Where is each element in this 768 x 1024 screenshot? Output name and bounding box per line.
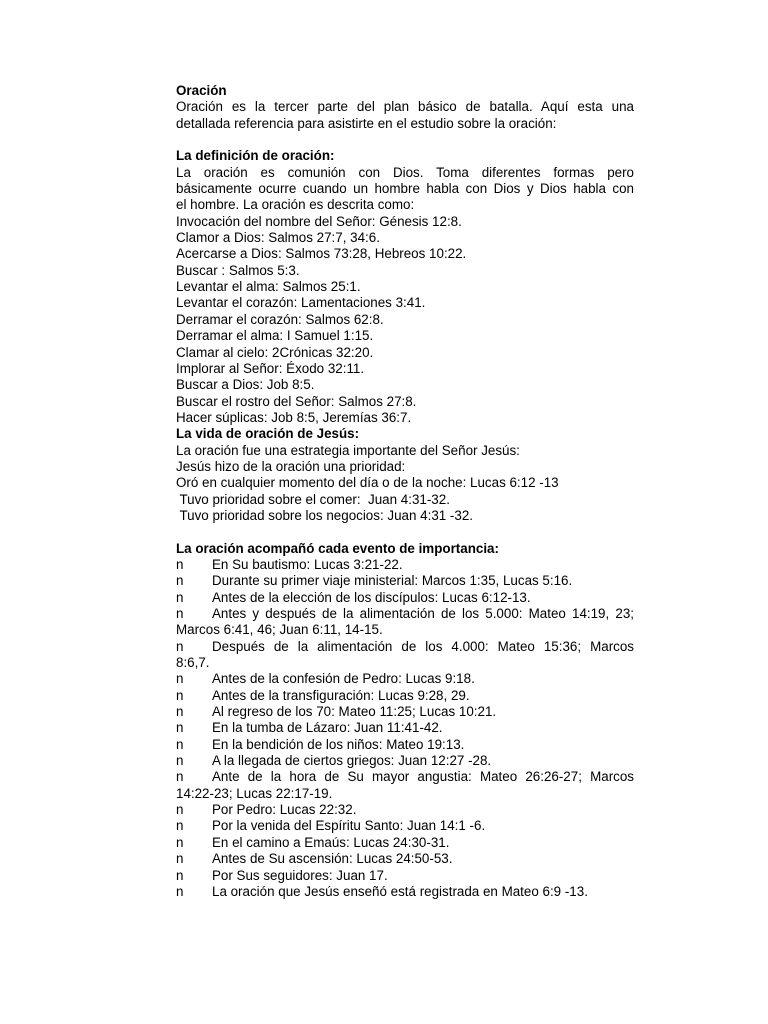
event-item	[176, 851, 634, 867]
event-item-continuation: 8:6,7.	[176, 655, 210, 671]
definition-item: Clamor a Dios: Salmos 27:7, 34:6.	[176, 230, 380, 246]
bullet-mark: n	[176, 589, 184, 605]
event-item	[176, 753, 634, 769]
bullet-mark: n	[176, 556, 184, 572]
definition-item: Buscar a Dios: Job 8:5.	[176, 377, 315, 393]
definition-item: Hacer súplicas: Job 8:5, Jeremías 36:7.	[176, 409, 412, 425]
events-list	[176, 557, 634, 900]
bullet-mark: n	[176, 687, 184, 703]
event-item-continuation: Marcos 6:41, 46; Juan 6:11, 14-15.	[176, 622, 383, 638]
bullet-mark: n	[176, 720, 184, 736]
event-item-text: Antes de Su ascensión: Lucas 24:50-53.	[212, 851, 453, 867]
jesus-life-line: Tuvo prioridad sobre los negocios: Juan 4:31 -32.	[176, 507, 474, 523]
bullet-mark: n	[176, 769, 184, 785]
event-item-text: Antes de la transfiguración: Lucas 9:28, 29.	[212, 687, 470, 703]
event-item-text: En Su bautismo: Lucas 3:21-22.	[212, 556, 403, 572]
bullet-mark: n	[176, 573, 184, 589]
definition-para-line-2: básicamente ocurre cuando un hombre habla con Dios y Dios habla con	[176, 181, 634, 197]
event-item	[176, 606, 634, 622]
definition-list	[176, 214, 634, 426]
jesus-life-list	[176, 443, 634, 525]
event-item-text: Durante su primer viaje ministerial: Marcos 1:35, Lucas 5:16.	[212, 573, 573, 589]
spacer	[176, 524, 634, 540]
spacer	[176, 132, 634, 148]
definition-item: Levantar el alma: Salmos 25:1.	[176, 279, 361, 295]
event-item-text: En la tumba de Lázaro: Juan 11:41-42.	[212, 720, 443, 736]
event-item	[176, 868, 634, 884]
definition-item: Implorar al Señor: Éxodo 32:11.	[176, 360, 365, 376]
definition-item: Derramar el corazón: Salmos 62:8.	[176, 311, 384, 327]
jesus-life-line: La oración fue una estrategia importante del Señor Jesús:	[176, 442, 520, 458]
event-item	[176, 835, 634, 851]
event-item	[176, 639, 634, 655]
event-item	[176, 818, 634, 834]
event-item	[176, 720, 634, 736]
event-item-continuation: 14:22-23; Lucas 22:17-19.	[176, 785, 333, 801]
event-item-text: Antes de la confesión de Pedro: Lucas 9:18.	[212, 671, 475, 687]
event-item	[176, 884, 634, 900]
jesus-life-line: Oró en cualquier momento del día o de la noche: Lucas 6:12 -13	[176, 475, 559, 491]
bullet-mark: n	[176, 753, 184, 769]
event-item	[176, 704, 634, 720]
bullet-mark: n	[176, 671, 184, 687]
event-item	[176, 590, 634, 606]
event-item-text: En el camino a Emaús: Lucas 24:30-31.	[212, 834, 450, 850]
bullet-mark: n	[176, 638, 184, 654]
event-item-text: Después de la alimentación de los 4.000: Mateo 15:36; Marcos	[212, 638, 634, 654]
event-item	[176, 737, 634, 753]
event-item-text: Antes de la elección de los discípulos: Lucas 6:12-13.	[212, 589, 531, 605]
bullet-mark: n	[176, 883, 184, 899]
bullet-mark: n	[176, 867, 184, 883]
bullet-mark: n	[176, 704, 184, 720]
definition-item: Levantar el corazón: Lamentaciones 3:41.	[176, 295, 426, 311]
event-item	[176, 802, 634, 818]
event-item-text: Antes y después de la alimentación de los 5.000: Mateo 14:19, 23;	[212, 606, 634, 621]
definition-para-line-3: el hombre. La oración es descrita como:	[176, 197, 415, 213]
event-item	[176, 557, 634, 573]
intro-line-1: Oración es la tercer parte del plan básico de batalla. Aquí esta una	[176, 99, 634, 115]
jesus-life-line: Tuvo prioridad sobre el comer: Juan 4:31-32.	[176, 491, 450, 507]
definition-item: Clamar al cielo: 2Crónicas 32:20.	[176, 344, 374, 360]
event-item	[176, 671, 634, 687]
event-item-text: La oración que Jesús enseñó está registrada en Mateo 6:9 -13.	[212, 883, 588, 899]
jesus-life-heading: La vida de oración de Jesús:	[176, 426, 360, 442]
event-item-text: Por Sus seguidores: Juan 17.	[212, 867, 388, 883]
event-item-text: En la bendición de los niños: Mateo 19:13.	[212, 736, 465, 752]
definition-item: Buscar el rostro del Señor: Salmos 27:8.	[176, 393, 417, 409]
event-item-text: Por la venida del Espíritu Santo: Juan 14:1 -6.	[212, 818, 486, 834]
event-item-text: Ante de la hora de Su mayor angustia: Mateo 26:26-27; Marcos	[212, 769, 634, 785]
event-item-text: A la llegada de ciertos griegos: Juan 12:27 -28.	[212, 753, 492, 769]
definition-heading: La definición de oración:	[176, 148, 335, 164]
definition-item: Invocación del nombre del Señor: Génesis 12:8.	[176, 213, 462, 229]
intro-line-2: detallada referencia para asistirte en el estudio sobre la oración:	[176, 115, 557, 131]
document-title: Oración	[176, 83, 227, 98]
definition-item: Derramar el alma: I Samuel 1:15.	[176, 328, 374, 344]
bullet-mark: n	[176, 851, 184, 867]
event-item	[176, 573, 634, 589]
jesus-life-line: Jesús hizo de la oración una prioridad:	[176, 458, 406, 474]
definition-para-line-1: La oración es comunión con Dios. Toma diferentes formas pero	[176, 164, 634, 180]
event-item	[176, 688, 634, 704]
event-item-text: Al regreso de los 70: Mateo 11:25; Lucas 10:21.	[212, 704, 497, 720]
definition-item: Acercarse a Dios: Salmos 73:28, Hebreos 10:22.	[176, 246, 467, 262]
document-page	[176, 83, 634, 900]
bullet-mark: n	[176, 606, 184, 621]
bullet-mark: n	[176, 818, 184, 834]
bullet-mark: n	[176, 736, 184, 752]
event-item	[176, 769, 634, 785]
definition-item: Buscar : Salmos 5:3.	[176, 262, 300, 278]
event-item-text: Por Pedro: Lucas 22:32.	[212, 802, 357, 818]
events-heading: La oración acompañó cada evento de importancia:	[176, 540, 499, 556]
bullet-mark: n	[176, 802, 184, 818]
bullet-mark: n	[176, 834, 184, 850]
